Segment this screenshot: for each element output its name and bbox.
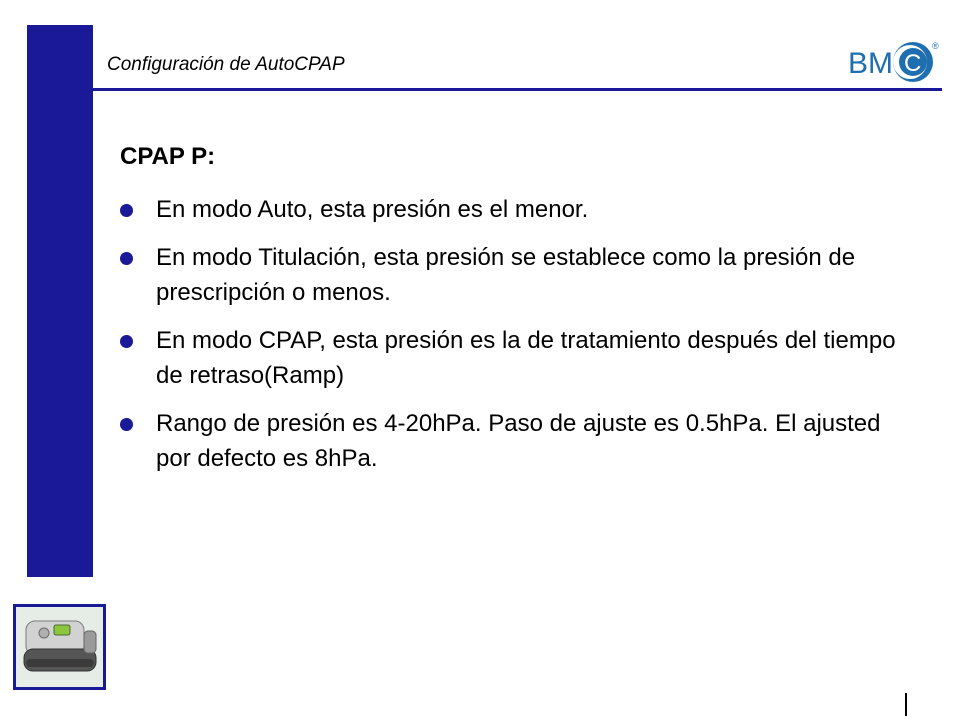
- logo-text-c: C: [904, 50, 922, 77]
- footer-divider-mark: [905, 693, 907, 716]
- device-base-front: [26, 659, 94, 667]
- bullet-text: En modo Titulación, esta presión se establece como la presión de prescripción o menos.: [156, 244, 856, 306]
- bullet-item: [120, 192, 910, 227]
- slide-content: [120, 141, 910, 489]
- cpap-device-icon: [16, 607, 103, 687]
- bullet-item: [120, 323, 910, 393]
- bullet-text: Rango de presión es 4-20hPa. Paso de ajuste es 0.5hPa. El ajusted por defecto es 8hPa.: [156, 410, 881, 472]
- bullet-dot-icon: [120, 252, 133, 265]
- bullet-list: [120, 192, 910, 476]
- logo-text-b: B: [848, 47, 869, 80]
- cpap-device-thumbnail: [13, 604, 106, 690]
- device-knob: [39, 628, 49, 638]
- bmc-logo: [846, 38, 942, 86]
- section-title: CPAP P:: [120, 143, 216, 170]
- logo-registered-mark: ®: [932, 41, 939, 51]
- device-humidifier: [84, 631, 96, 653]
- logo-text-m: M: [868, 47, 893, 80]
- bullet-text: En modo CPAP, esta presión es la de tratamiento después del tiempo de retraso(Ramp): [156, 327, 896, 389]
- bmc-logo-graphic: [846, 38, 942, 86]
- bullet-dot-icon: [120, 418, 133, 431]
- slide-header-title: Configuración de AutoCPAP: [107, 54, 345, 75]
- bullet-text: En modo Auto, esta presión es el menor.: [156, 196, 589, 223]
- bullet-item: [120, 240, 910, 310]
- sidebar-accent-bar: [27, 25, 93, 577]
- bullet-dot-icon: [120, 335, 133, 348]
- header-divider: [93, 88, 942, 91]
- bullet-dot-icon: [120, 204, 133, 217]
- bullet-item: [120, 406, 910, 476]
- device-screen: [54, 625, 70, 635]
